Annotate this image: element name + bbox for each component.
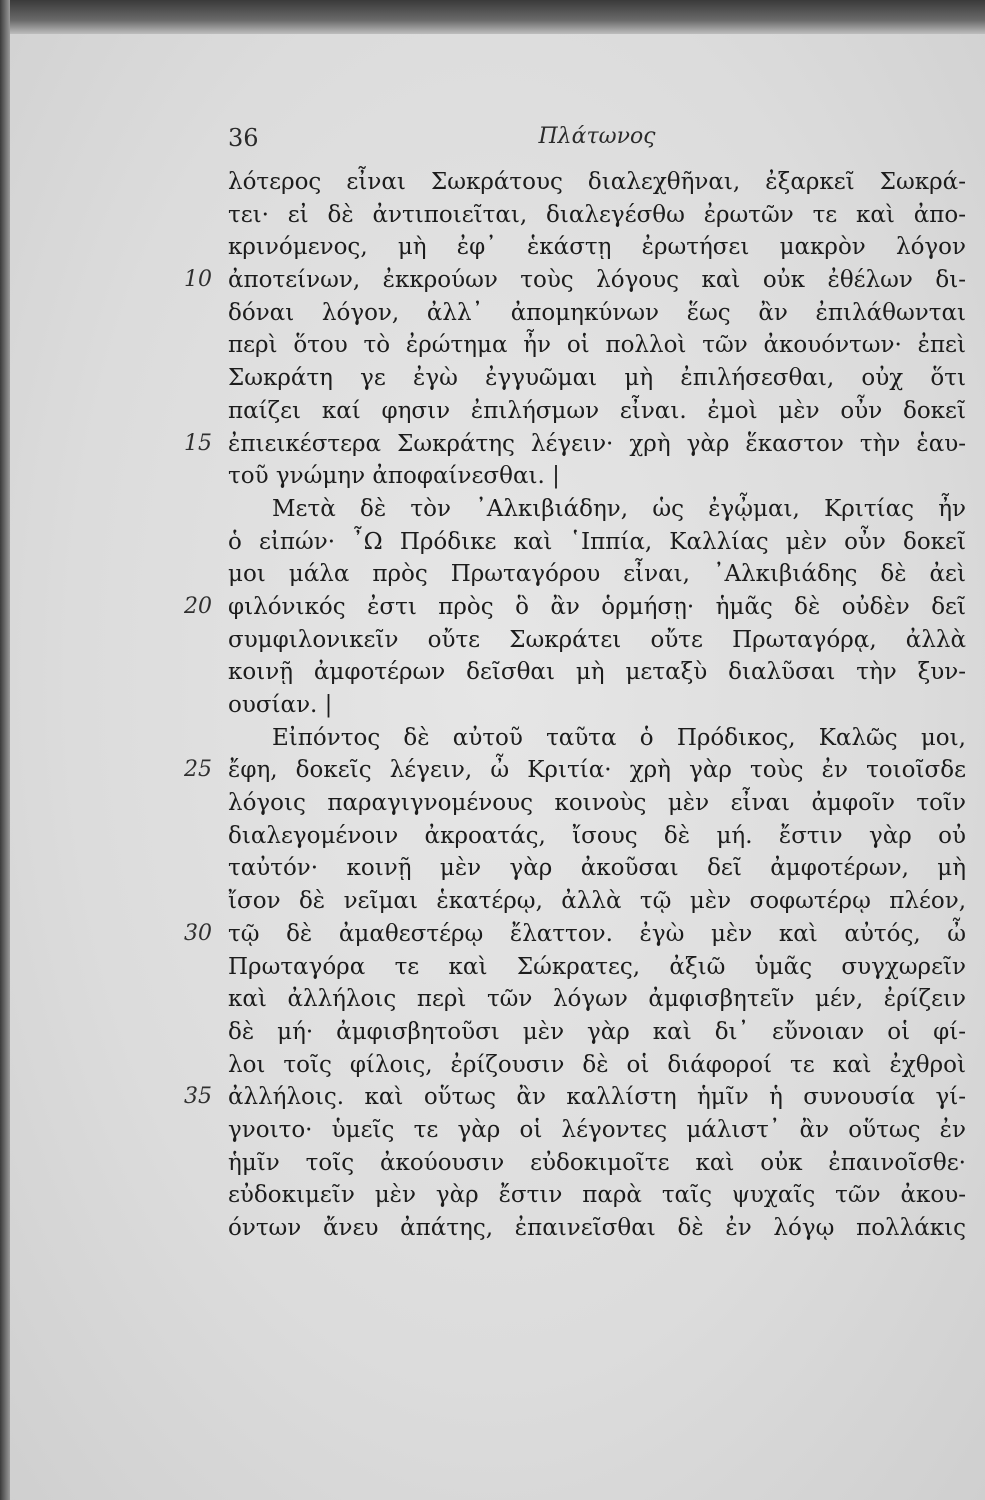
line-text: Σωκράτη γε ἐγὼ ἐγγυῶμαι μὴ ἐπιλήσεσθαι, οὐχ ὅτι — [228, 365, 966, 392]
line-number: 30 — [184, 920, 212, 946]
text-line — [0, 493, 985, 526]
text-line — [0, 689, 985, 722]
line-text: τει· εἰ δὲ ἀντιποιεῖται, διαλεγέσθω ἐρωτῶν τε καὶ ἀπο- — [228, 201, 966, 228]
line-text: Πρωταγόρα τε καὶ Σώκρατες, ἀξιῶ ὑμᾶς συγχωρεῖν — [228, 953, 966, 980]
line-text: εὐδοκιμεῖν μὲν γὰρ ἔστιν παρὰ ταῖς ψυχαῖς τῶν ἀκου- — [228, 1182, 966, 1209]
text-line — [0, 1147, 985, 1180]
line-number: 35 — [184, 1084, 212, 1110]
line-text: ὁ εἰπών· ῏Ω Πρόδικε καὶ ῾Ιππία, Καλλίας μὲν οὖν δοκεῖ — [228, 528, 966, 555]
line-text: τῷ δὲ ἀμαθεστέρῳ ἔλαττον. ἐγὼ μὲν καὶ αὐτός, ὦ — [228, 920, 966, 947]
line-text: κοινῇ ἀμφοτέρων δεῖσθαι μὴ μεταξὺ διαλῦσαι τὴν ξυν- — [228, 659, 966, 686]
line-text: ἔφη, δοκεῖς λέγειν, ὦ Κριτία· χρὴ γὰρ τοὺς ἐν τοιοῖσδε — [228, 757, 966, 784]
text-line — [0, 460, 985, 493]
text-line — [0, 166, 985, 199]
text-line — [0, 1049, 985, 1082]
text-line — [0, 199, 985, 232]
text-line — [0, 722, 985, 755]
line-text: φιλόνικός ἐστι πρὸς ὃ ἂν ὁρμήσῃ· ἡμᾶς δὲ οὐδὲν δεῖ — [228, 593, 966, 620]
line-text: συμφιλονικεῖν οὔτε Σωκράτει οὔτε Πρωταγόρᾳ, ἀλλὰ — [228, 626, 966, 653]
line-text: Μετὰ δὲ τὸν ᾿Αλκιβιάδην, ὡς ἐγᾦμαι, Κριτίας ἦν — [272, 495, 966, 522]
scan-top-edge — [0, 0, 985, 34]
line-number: 15 — [184, 430, 212, 456]
text-line — [0, 231, 985, 264]
text-line — [0, 558, 985, 591]
line-text: καὶ ἀλλήλοις περὶ τῶν λόγων ἀμφισβητεῖν μέν, ἐρίζειν — [228, 986, 966, 1013]
page-number: 36 — [228, 124, 259, 152]
text-line — [0, 624, 985, 657]
text-line — [0, 395, 985, 428]
text-line — [0, 362, 985, 395]
line-text: λόγοις παραγιγνομένους κοινοὺς μὲν εἶναι ἀμφοῖν τοῖν — [228, 790, 966, 817]
line-text: διαλεγομένοιν ἀκροατάς, ἴσους δὲ μή. ἔστιν γὰρ οὐ — [228, 822, 966, 849]
line-text: παίζει καί φησιν ἐπιλήσμων εἶναι. ἐμοὶ μὲν οὖν δοκεῖ — [228, 397, 966, 424]
text-line — [0, 1081, 985, 1114]
text-line — [0, 591, 985, 624]
line-text: κρινόμενος, μὴ ἐφ᾽ ἑκάστῃ ἐρωτήσει μακρὸν λόγον — [228, 234, 966, 261]
line-text: ἴσον δὲ νεῖμαι ἑκατέρῳ, ἀλλὰ τῷ μὲν σοφωτέρῳ πλέον, — [228, 888, 966, 915]
line-text: περὶ ὅτου τὸ ἐρώτημα ἦν οἱ πολλοὶ τῶν ἀκουόντων· ἐπεὶ — [228, 332, 966, 359]
line-text: Εἰπόντος δὲ αὐτοῦ ταῦτα ὁ Πρόδικος, Καλῶς μοι, — [272, 724, 966, 751]
text-line — [0, 885, 985, 918]
line-number: 25 — [184, 757, 212, 783]
line-text: ἀλλήλοις. καὶ οὕτως ἂν καλλίστη ἡμῖν ἡ συνουσία γί- — [228, 1084, 966, 1111]
line-text: ἀποτείνων, ἐκκρούων τοὺς λόγους καὶ οὐκ ἐθέλων δι- — [228, 267, 966, 294]
text-line — [0, 1179, 985, 1212]
page-header — [228, 124, 966, 160]
text-line — [0, 329, 985, 362]
text-line — [0, 983, 985, 1016]
line-text: λότερος εἶναι Σωκράτους διαλεχθῆναι, ἐξαρκεῖ Σωκρά- — [228, 169, 966, 195]
line-number: 20 — [184, 593, 212, 619]
line-text: μοι μάλα πρὸς Πρωταγόρου εἶναι, ᾿Αλκιβιάδης δὲ ἀεὶ — [228, 561, 966, 588]
line-text: δόναι λόγον, ἀλλ᾽ ἀπομηκύνων ἕως ἂν ἐπιλάθωνται — [228, 299, 966, 326]
line-text: ταὐτόν· κοινῇ μὲν γὰρ ἀκοῦσαι δεῖ ἀμφοτέρων, μὴ — [228, 855, 966, 882]
text-line — [0, 754, 985, 787]
text-line — [0, 1016, 985, 1049]
line-number: 10 — [184, 267, 212, 293]
line-text: τοῦ γνώμην ἀποφαίνεσθαι. | — [228, 463, 560, 490]
text-line — [0, 820, 985, 853]
text-line — [0, 428, 985, 461]
text-line — [0, 656, 985, 689]
line-text: λοι τοῖς φίλοις, ἐρίζουσιν δὲ οἱ διάφοροί τε καὶ ἐχθροὶ — [228, 1051, 966, 1078]
running-head: Πλάτωνος — [538, 124, 656, 149]
text-line — [0, 526, 985, 559]
line-text: γνοιτο· ὑμεῖς τε γὰρ οἱ λέγοντες μάλιστ᾽ ἂν οὕτως ἐν — [228, 1116, 966, 1143]
text-line — [0, 918, 985, 951]
line-text: ουσίαν. | — [228, 692, 333, 718]
text-line — [0, 1114, 985, 1147]
text-line — [0, 951, 985, 984]
text-line — [0, 264, 985, 297]
text-line — [0, 852, 985, 885]
line-text: ἐπιεικέστερα Σωκράτης λέγειν· χρὴ γὰρ ἕκαστον τὴν ἑαυ- — [228, 430, 966, 457]
line-text: όντων ἄνευ ἀπάτης, ἐπαινεῖσθαι δὲ ἐν λόγῳ πολλάκις — [228, 1215, 966, 1241]
line-text: δὲ μή· ἀμφισβητοῦσι μὲν γὰρ καὶ δι᾽ εὔνοιαν οἱ φί- — [228, 1018, 966, 1045]
text-line — [0, 297, 985, 330]
line-text: ἡμῖν τοῖς ἀκούουσιν εὐδοκιμοῖτε καὶ οὐκ ἐπαινοῖσθε· — [228, 1149, 966, 1176]
body-text — [0, 166, 985, 1245]
text-line — [0, 787, 985, 820]
text-line — [0, 1212, 985, 1245]
